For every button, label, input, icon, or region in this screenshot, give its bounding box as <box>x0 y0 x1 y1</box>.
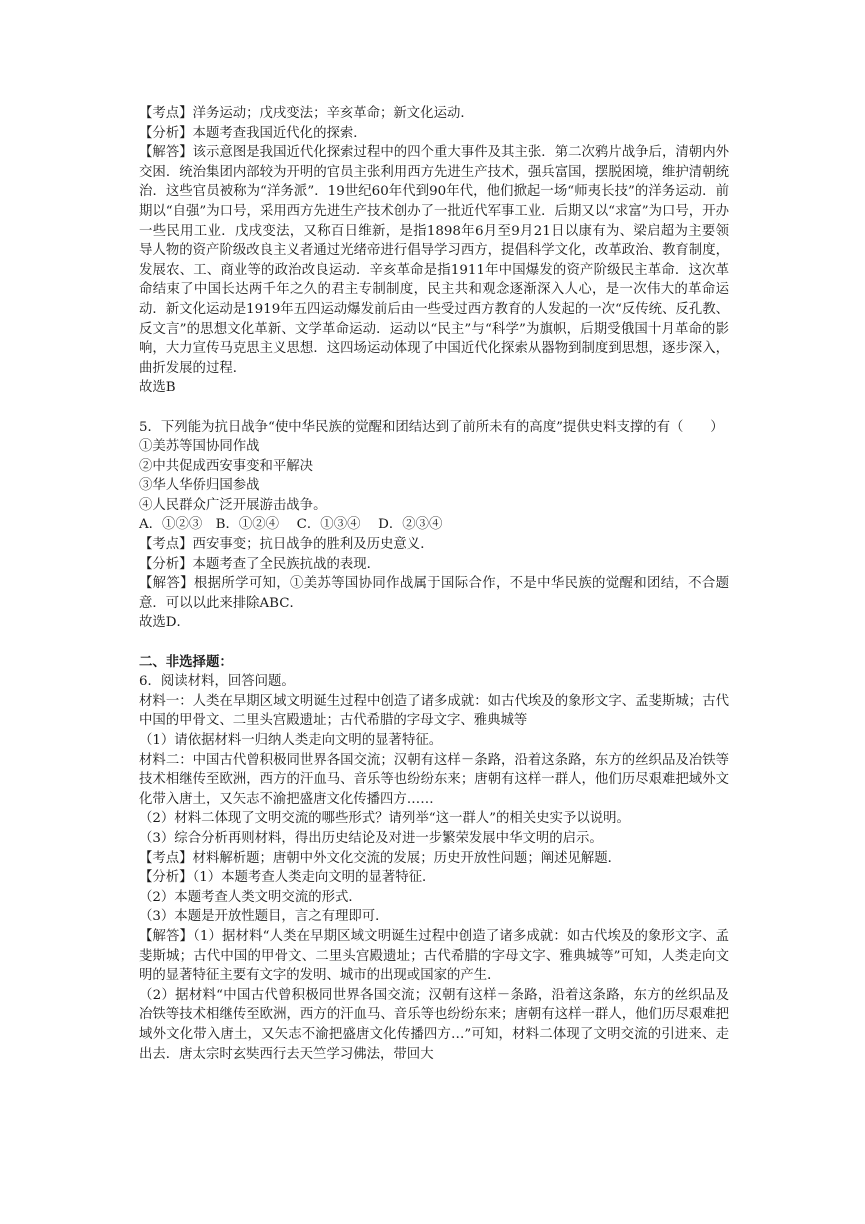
q5-item-4: ④人民群众广泛开展游击战争。 <box>139 497 327 513</box>
q6-jieda-1: 【解答】（1）据材料“人类在早期区域文明诞生过程中创造了诸多成就：如古代埃及的象形文字、孟斐斯城；古代中国的甲骨文、二里头宫殿遗址；古代希腊的字母文字、雅典城等”可知，人类走向文明的显著特征主要有文字的发明、城市的出现或国家的产生． <box>139 928 729 984</box>
q6-fenxi-2: （2）本题考查人类文明交流的形式． <box>139 889 362 905</box>
q4-kaodian: 【考点】洋务运动；戊戌变法；辛亥革命；新文化运动． <box>139 106 474 121</box>
q5-stem: 5．下列能为抗日战争“使中华民族的觉醒和团结达到了前所未有的高度”提供史料支撑的有（ ） <box>139 419 724 435</box>
q5-jieda: 【解答】根据所学可知，①美苏等国协同作战属于国际合作，不是中华民族的觉醒和团结，不合题意．可以以此来排除ABC． <box>139 576 729 611</box>
q6-sub-question-2: （2）材料二体现了文明交流的哪些形式？请列举“这一群人”的相关史实予以说明。 <box>139 811 630 827</box>
q4-jieda: 【解答】该示意图是我国近代化探索过程中的四个重大事件及其主张．第二次鸦片战争后，清朝内外交困．统治集团内部较为开明的官员主张利用西方先进生产技术，强兵富国，摆脱困境，维护清朝统治．这些官员被称为“洋务派”．19世纪60年代到90年代，他们掀起一场“师夷长技”的洋务运动．前期以“自强”为口号，采用西方先进生产技术创办了一批近代军事工业．后期又以“求富”为口号，开办一些民用工业．戊戌变法，又称百日维新，是指1898年6月至9月21日以康有为、梁启超为主要领导人物的资产阶级改良主义者通过光绪帝进行倡导学习西方，提倡科学文化，改革政治、教育制度，发展农、工、商业等的政治改良运动．辛亥革命是指1911年中国爆发的资产阶级民主革命．这次革命结束了中国长达两千年之久的君主专制制度，民主共和观念逐渐深入人心，是一次伟大的革命运动．新文化运动是1919年五四运动爆发前后由一些受过西方教育的人发起的一次“反传统、反孔教、反文言”的思想文化革新、文学革命运动．运动以“民主”与“科学”为旗帜，后期受俄国十月革命的影响，大力宣传马克思主义思想．这四场运动体现了中国近代化探索从器物到制度到思想，逐步深入，曲折发展的过程． <box>139 145 729 376</box>
q5-item-1: ①美苏等国协同作战 <box>139 439 260 455</box>
q6-stem: 6．阅读材料，回答问题。 <box>139 674 295 690</box>
spacer <box>139 398 729 418</box>
q5-item-3: ③华人华侨归国参战 <box>139 478 260 494</box>
q6-sub-question-3: （3）综合分析再则材料，得出历史结论及对进一步繁荣发展中华文明的启示。 <box>139 830 603 846</box>
q4-answer: 故选B <box>139 380 176 396</box>
q6-material-2: 材料二：中国古代曾积极同世界各国交流；汉朝有这样－条路，沿着这条路，东方的丝织品及冶铁等技术相继传至欧洲，西方的汗血马、音乐等也纷纷东来；唐朝有这样一群人，他们历尽艰难把域外文化带入唐土，又矢志不渝把盛唐文化传播四方…… <box>139 752 729 807</box>
q4-fenxi: 【分析】本题考查我国近代化的探索． <box>139 125 367 141</box>
q6-material-1: 材料一：人类在早期区域文明诞生过程中创造了诸多成就：如古代埃及的象形文字、孟斐斯城；古代中国的甲骨文、二里头宫殿遗址；古代希腊的字母文字、雅典城等 <box>139 693 729 729</box>
q6-sub-question-1: （1）请依据材料一归纳人类走向文明的显著特征。 <box>139 733 443 748</box>
q6-fenxi-1: 【分析】（1）本题考查人类走向文明的显著特征． <box>139 870 436 886</box>
spacer <box>139 633 729 653</box>
q5-kaodian: 【考点】西安事变；抗日战争的胜利及历史意义． <box>139 537 434 553</box>
q5-options: A．①②③ B．①②④ C．①③④ D．②③④ <box>139 517 443 533</box>
q5-fenxi: 【分析】本题考查了全民族抗战的表现． <box>139 556 381 572</box>
q6-fenxi-3: （3）本题是开放性题目，言之有理即可． <box>139 909 389 925</box>
q6-kaodian: 【考点】材料解析题；唐朝中外文化交流的发展；历史开放性问题；阐述见解题． <box>139 850 622 866</box>
q5-item-2: ②中共促成西安事变和平解决 <box>139 458 314 474</box>
section-heading: 二、非选择题： <box>139 653 233 670</box>
document-content <box>139 104 729 1064</box>
q5-answer: 故选D． <box>139 615 190 631</box>
q6-jieda-2: （2）据材料“中国古代曾积极同世界各国交流；汉朝有这样－条路，沿着这条路，东方的丝织品及冶铁等技术相继传至欧洲，西方的汗血马、音乐等也纷纷东来；唐朝有这样一群人，他们历尽艰难把域外文化带入唐土，又矢志不渝把盛唐文化传播四方…”可知，材料二体现了文明交流的引进来、走出去．唐太宗时玄奘西行去天竺学习佛法，带回大 <box>139 987 729 1062</box>
